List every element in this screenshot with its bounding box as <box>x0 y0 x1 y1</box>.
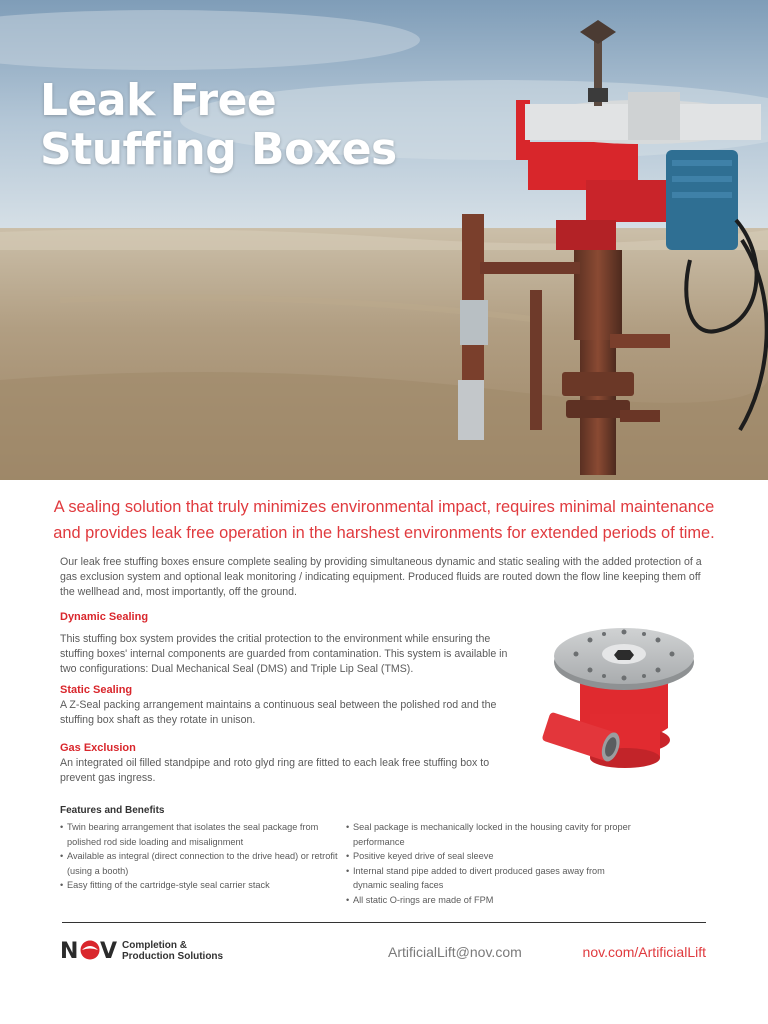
list-item: • Easy fitting of the cartridge-style seal carrier stack <box>60 878 338 893</box>
features-list-right <box>346 820 632 907</box>
svg-text:V: V <box>100 939 118 962</box>
static-sealing-text: A Z-Seal packing arrangement maintains a continuous seal between the polished rod and the stuffing box shaft as they rotate in unison. <box>60 699 497 726</box>
company-line-2: Production Solutions <box>122 951 224 962</box>
stuffing-box-product-image <box>540 618 708 778</box>
overview-paragraph: Our leak free stuffing boxes ensure complete sealing by providing simultaneous dynamic and static sealing with the added protection of a gas exclusion system and optional leak monitoring / indicating equipment. Produced fluids are routed down the flow line keeping them off the wellhead and, most importantly, off the ground. <box>60 556 702 598</box>
page-title <box>40 76 397 174</box>
company-line-1: Completion & <box>122 940 187 951</box>
intro-statement: A sealing solution that truly minimizes environmental impact, requires minimal maintenance and provides leak free operation in the harshest environments for extended periods of time. <box>53 498 715 542</box>
title-line-1: Leak Free <box>40 75 277 126</box>
list-item: • Available as integral (direct connection to the drive head) or retrofit (using a booth) <box>60 849 338 878</box>
dynamic-sealing-text: This stuffing box system provides the critial protection to the environment while ensuring the stuffing boxes' internal components are guarded from contamination. This system is available in two configurations: Dual Mechanical Seal (DMS) and Triple Lip Seal (TMS). <box>60 633 508 675</box>
footer-divider <box>62 922 706 923</box>
hero-image <box>0 0 768 480</box>
dynamic-sealing-heading: Dynamic Sealing <box>60 611 149 623</box>
list-item: • All static O-rings are made of FPM <box>346 893 632 908</box>
features-title: Features and Benefits <box>60 805 165 816</box>
nov-logo-icon <box>60 938 120 962</box>
list-item: • Internal stand pipe added to divert produced gases away from dynamic sealing faces <box>346 864 632 893</box>
list-item: • Twin bearing arrangement that isolates the seal package from polished rod side loading and misalignment <box>60 820 338 849</box>
website-link[interactable]: nov.com/ArtificialLift <box>582 944 706 960</box>
gas-exclusion-text: An integrated oil filled standpipe and roto glyd ring are fitted to each leak free stuffing box to prevent gas ingress. <box>60 757 490 784</box>
svg-text:N: N <box>60 939 78 962</box>
static-sealing-heading: Static Sealing <box>60 684 133 696</box>
title-line-2: Stuffing Boxes <box>40 124 397 175</box>
company-name <box>122 940 223 962</box>
list-item: • Positive keyed drive of seal sleeve <box>346 849 632 864</box>
list-item: • Seal package is mechanically locked in the housing cavity for proper performance <box>346 820 632 849</box>
features-list-left <box>60 820 338 893</box>
wellhead-photo <box>0 0 768 480</box>
gas-exclusion-heading: Gas Exclusion <box>60 742 136 754</box>
email-link[interactable]: ArtificialLift@nov.com <box>388 944 522 960</box>
